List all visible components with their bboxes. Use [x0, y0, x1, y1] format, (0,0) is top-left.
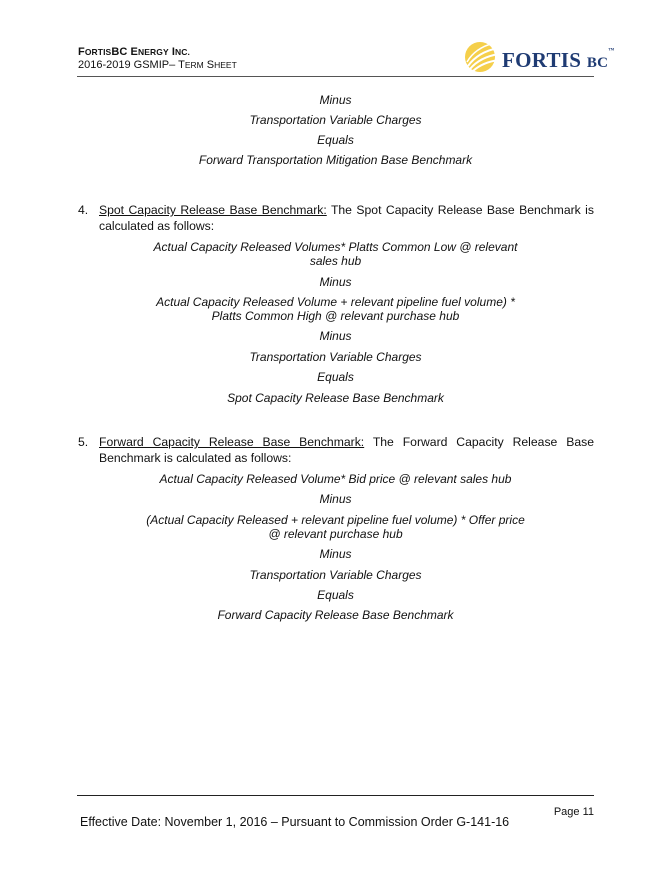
- logo-wordmark: FORTIS BC™: [502, 48, 615, 72]
- header-document-title: 2016-2019 GSMIP– TERM SHEET: [78, 59, 237, 71]
- formula-line: Spot Capacity Release Base Benchmark: [227, 391, 444, 405]
- formula-line: Actual Capacity Released Volume + relevant pipeline fuel volume) *: [156, 295, 515, 309]
- item-heading: Forward Capacity Release Base Benchmark:: [99, 435, 365, 449]
- page-number: Page 11: [553, 806, 594, 818]
- footer-effective-date: Effective Date: November 1, 2016 – Pursuant to Commission Order G-141-16: [80, 815, 510, 829]
- fortis-sunburst-icon: [464, 40, 500, 74]
- header-divider: [77, 76, 594, 77]
- formula-line: Minus: [319, 93, 352, 107]
- formula-line: Equals: [317, 588, 354, 602]
- list-number: 4.: [78, 203, 89, 217]
- formula-line: Forward Capacity Release Base Benchmark: [217, 608, 454, 622]
- formula-line: Transportation Variable Charges: [249, 113, 422, 127]
- formula-line: Equals: [317, 133, 354, 147]
- formula-line: (Actual Capacity Released + relevant pipeline fuel volume) * Offer price: [146, 513, 525, 527]
- formula-line: Minus: [319, 275, 352, 289]
- formula-line: Platts Common High @ relevant purchase hub: [211, 309, 460, 323]
- list-item-4: [78, 202, 594, 234]
- formula-line: Minus: [319, 329, 352, 343]
- item-text: The Spot Capacity Release Base Benchmark is calculated as follows:: [99, 203, 594, 233]
- formula-line: Equals: [317, 370, 354, 384]
- fortisbc-logo: [464, 40, 615, 74]
- formula-line: @ relevant purchase hub: [268, 527, 403, 541]
- formula-line: Minus: [319, 547, 352, 561]
- formula-line: Minus: [319, 492, 352, 506]
- formula-line: sales hub: [309, 254, 362, 268]
- formula-line: Actual Capacity Released Volume* Bid price @ relevant sales hub: [159, 472, 512, 486]
- item-heading: Spot Capacity Release Base Benchmark:: [99, 203, 327, 217]
- list-number: 5.: [78, 435, 89, 449]
- formula-line: Transportation Variable Charges: [249, 350, 422, 364]
- footer-divider: [77, 795, 594, 796]
- list-item-5: [78, 434, 594, 466]
- item-text: The Forward Capacity Release Base Benchmark is calculated as follows:: [99, 435, 594, 465]
- formula-line: Actual Capacity Released Volumes* Platts Common Low @ relevant: [153, 240, 518, 254]
- formula-line: Transportation Variable Charges: [249, 568, 422, 582]
- formula-line: Forward Transportation Mitigation Base Benchmark: [198, 153, 473, 167]
- header-company-name: FORTISBC ENERGY INC.: [78, 46, 190, 58]
